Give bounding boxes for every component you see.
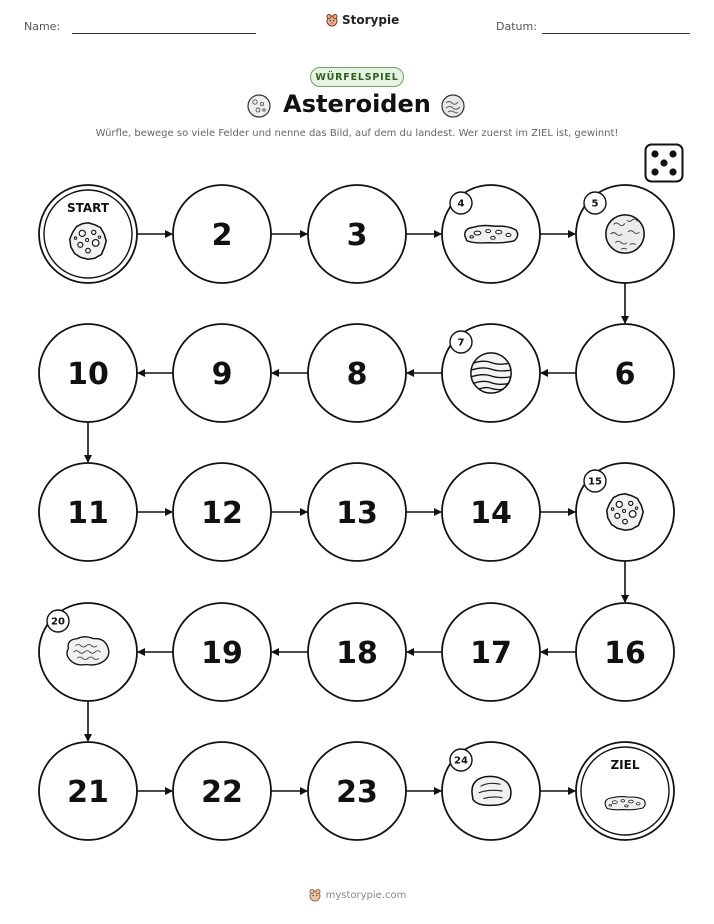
board-space-1 — [39, 185, 137, 283]
footer-url[interactable]: mystorypie.com — [325, 889, 407, 901]
space-label: START — [66, 201, 110, 215]
board-space-3 — [308, 185, 406, 283]
name-label: Name: — [24, 20, 61, 33]
space-number: 9 — [211, 357, 233, 392]
board-space-6 — [576, 324, 674, 422]
board-space-18 — [308, 603, 406, 701]
board-space-8 — [308, 324, 406, 422]
space-number: 21 — [67, 775, 109, 810]
cratered-asteroid-icon — [70, 223, 106, 259]
board-space-21 — [39, 742, 137, 840]
space-number: 4 — [457, 198, 465, 210]
space-number: 19 — [201, 636, 243, 671]
flat-asteroid-icon — [465, 225, 518, 242]
date-label: Datum: — [496, 20, 537, 33]
board-space-14 — [442, 463, 540, 561]
space-number: 16 — [604, 636, 646, 671]
board-space-23 — [308, 742, 406, 840]
space-number: 8 — [346, 357, 368, 392]
board-space-15 — [576, 463, 674, 561]
board-space-12 — [173, 463, 271, 561]
space-number: 15 — [588, 476, 602, 488]
board-space-9 — [173, 324, 271, 422]
board-space-5 — [576, 185, 674, 283]
space-number: 2 — [211, 218, 233, 253]
striped-planet-icon — [471, 353, 511, 393]
space-number: 10 — [67, 357, 109, 392]
board-space-16 — [576, 603, 674, 701]
instructions: Würfle, bewege so viele Felder und nenne das Bild, auf dem du landest. Wer zuerst im ZIEL ist, gewinnt! — [95, 128, 619, 139]
storypie-mascot-footer-icon — [308, 888, 322, 902]
board-space-25 — [576, 742, 674, 840]
space-number: 6 — [614, 357, 636, 392]
board-space-10 — [39, 324, 137, 422]
space-number: 23 — [336, 775, 378, 810]
space-number: 17 — [470, 636, 512, 671]
board-space-22 — [173, 742, 271, 840]
space-number: 22 — [201, 775, 243, 810]
board-space-2 — [173, 185, 271, 283]
brand-name: Storypie — [342, 13, 400, 27]
board-space-24 — [442, 742, 540, 840]
space-number: 11 — [67, 496, 109, 531]
space-number: 20 — [51, 616, 65, 628]
space-number: 5 — [591, 198, 599, 210]
rock-asteroid-icon — [472, 776, 511, 805]
board-space-11 — [39, 463, 137, 561]
board-space-17 — [442, 603, 540, 701]
board-space-19 — [173, 603, 271, 701]
space-number: 12 — [201, 496, 243, 531]
space-number: 14 — [470, 496, 512, 531]
space-number: 3 — [346, 218, 368, 253]
space-number: 24 — [454, 755, 468, 767]
board-space-20 — [39, 603, 137, 701]
space-number: 13 — [336, 496, 378, 531]
board-space-13 — [308, 463, 406, 561]
footer — [0, 888, 714, 902]
flat-asteroid-icon — [605, 797, 645, 810]
space-number: 7 — [457, 337, 465, 349]
space-circle — [576, 742, 674, 840]
round-asteroid-icon — [606, 215, 644, 253]
game-type-badge: WÜRFELSPIEL — [310, 67, 404, 87]
page-title: Asteroiden — [283, 90, 431, 118]
lumpy-asteroid-icon — [67, 637, 109, 665]
board-space-7 — [442, 324, 540, 422]
space-number: 18 — [336, 636, 378, 671]
board-space-4 — [442, 185, 540, 283]
space-label: ZIEL — [610, 758, 640, 772]
cratered-asteroid-icon — [607, 494, 643, 530]
